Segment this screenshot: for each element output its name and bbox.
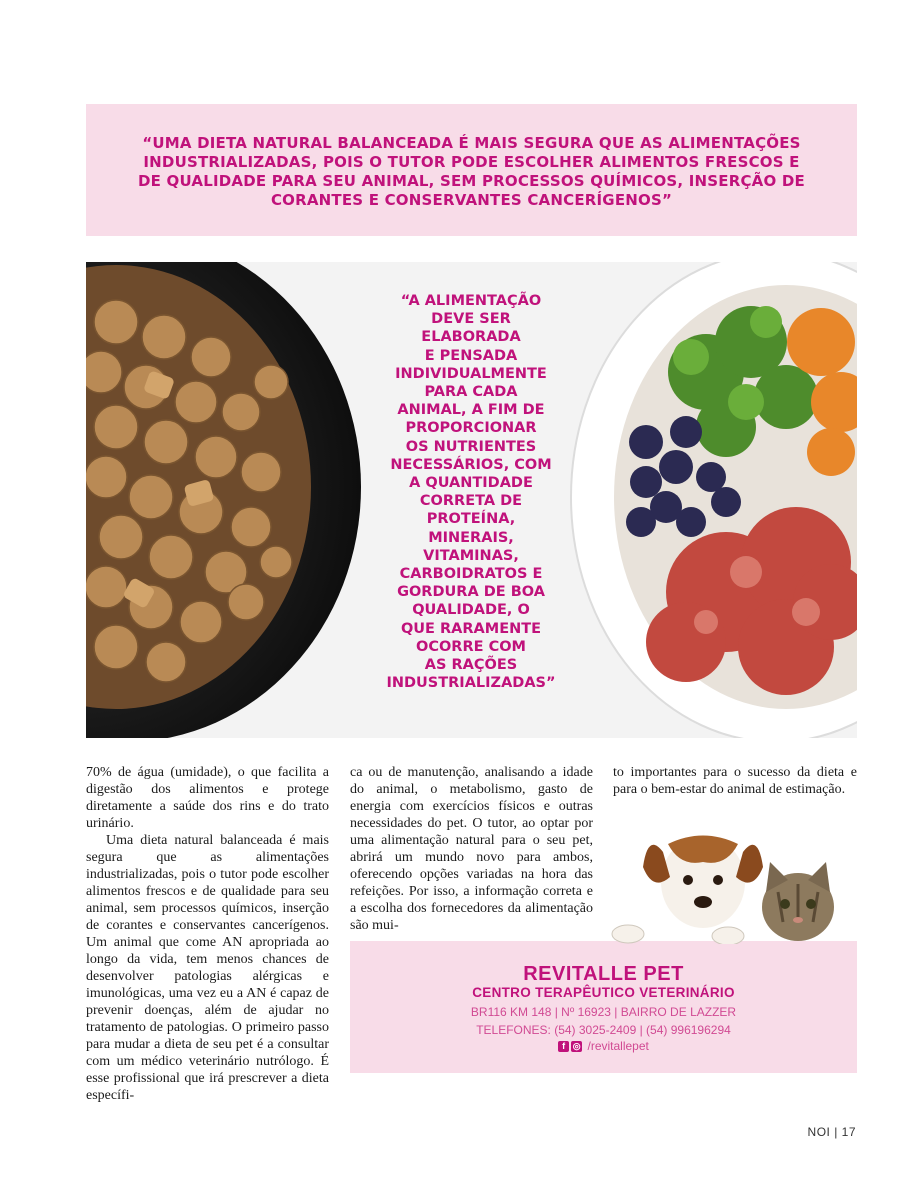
pull-quote-center-line: PROTEÍNA,	[426, 511, 516, 528]
ad-phones: TELEFONES: (54) 3025-2409 | (54) 996196294	[476, 1023, 731, 1037]
pull-quote-center-line: QUALIDADE, O	[412, 602, 530, 619]
revitalle-pet-ad	[350, 941, 857, 1073]
pull-quote-top-line: CORANTES E CONSERVANTES CANCERÍGENOS”	[270, 191, 673, 209]
pull-quote-center-line: VITAMINAS,	[423, 547, 519, 564]
food-comparison-photo	[86, 262, 857, 738]
pull-quote-center-line: AS RAÇÕES	[424, 657, 518, 674]
pull-quote-center	[376, 292, 566, 692]
pull-quote-center-line: A QUANTIDADE	[409, 475, 533, 492]
pull-quote-center-line: CARBOIDRATOS E	[399, 566, 543, 583]
pull-quote-center-line: QUE RARAMENTE	[400, 620, 542, 637]
pull-quote-center-line: ELABORADA	[421, 329, 521, 346]
pull-quote-center-line: INDIVIDUALMENTE	[395, 365, 547, 382]
pull-quote-top-line: DE QUALIDADE PARA SEU ANIMAL, SEM PROCESSOS QUÍMICOS, INSERÇÃO DE	[138, 172, 805, 190]
ad-address: BR116 KM 148 | Nº 16923 | BAIRRO DE LAZZER	[470, 1005, 737, 1019]
pull-quote-top-line: “UMA DIETA NATURAL BALANCEADA É MAIS SEGURA QUE AS ALIMENTAÇÕES	[142, 134, 801, 152]
body-paragraph: 70% de água (umidade), o que facilita a digestão dos alimentos e protege diretamente a saúde dos rins e do trato urinário.	[86, 765, 329, 831]
ad-social	[350, 1039, 857, 1053]
pull-quote-center-line: E PENSADA	[424, 347, 518, 364]
body-paragraph: Uma dieta natural balanceada é mais segura que as alimentações industrializadas, pois o tutor pode escolher alimentos frescos e de qualidade para seu animal, sem processos químicos, inserção de corantes e conservantes cancerígenos. Um animal que come AN apropriada ao longo da vida, tem menos chances de desenvolver patologias alérgicas e imunológicas, uma vez eu a AN é capaz de prevenir doenças, além de ajudar no tratamento de patologias. O primeiro passo para mudar a dieta de seu pet é a consultar com um médico veterinário nutrólogo. É esse profissional que irá prescrever a dieta específi-	[86, 833, 329, 1103]
pull-quote-top-line: INDUSTRIALIZADAS, POIS O TUTOR PODE ESCOLHER ALIMENTOS FRESCOS E	[143, 153, 800, 171]
body-paragraph: to importantes para o sucesso da dieta e para o bem-estar do animal de estimação.	[613, 765, 857, 797]
ad-subtitle: CENTRO TERAPÊUTICO VETERINÁRIO	[472, 985, 735, 1000]
pull-quote-center-line: DEVE SER	[431, 311, 511, 328]
pull-quote-center-line: ANIMAL, A FIM DE	[397, 402, 545, 419]
ad-title: REVITALLE PET	[523, 963, 684, 985]
pull-quote-center-line: INDUSTRIALIZADAS”	[386, 675, 556, 692]
dog-and-cat-illustration	[608, 822, 857, 944]
pull-quote-center-line: OCORRE COM	[416, 638, 526, 655]
pull-quote-center-line: GORDURA DE BOA	[397, 584, 545, 601]
body-paragraph: ca ou de manutenção, analisando a idade do animal, o metabolismo, gasto de energia com exercícios físicos e outras necessidades do pet. O tutor, ao optar por uma alimentação natural para o seu pet, abrirá um mundo novo para ambos, oferecendo opções variadas na hora das refeições. Por isso, a informação correta e a escolha dos fornecedores da alimentação são mui-	[350, 765, 593, 933]
pull-quote-center-line: NECESSÁRIOS, COM	[390, 456, 552, 473]
body-column-3	[613, 764, 857, 798]
pull-quote-center-line: CORRETA DE	[419, 493, 523, 510]
pull-quote-center-line: PARA CADA	[424, 384, 518, 401]
pull-quote-center-line: OS NUTRIENTES	[405, 438, 537, 455]
page-folio: NOI | 17	[807, 1125, 856, 1139]
pull-quote-center-line: “A ALIMENTAÇÃO	[400, 293, 542, 309]
body-column-1	[86, 764, 329, 1104]
pull-quote-top	[86, 134, 857, 210]
pull-quote-top-box	[86, 104, 857, 236]
instagram-icon: ◎	[572, 1041, 581, 1052]
facebook-icon: f	[558, 1041, 569, 1052]
social-handle: /revitallepet	[587, 1039, 649, 1053]
body-column-2	[350, 764, 593, 934]
pull-quote-center-line: PROPORCIONAR	[405, 420, 537, 437]
pull-quote-center-line: MINERAIS,	[428, 529, 514, 546]
